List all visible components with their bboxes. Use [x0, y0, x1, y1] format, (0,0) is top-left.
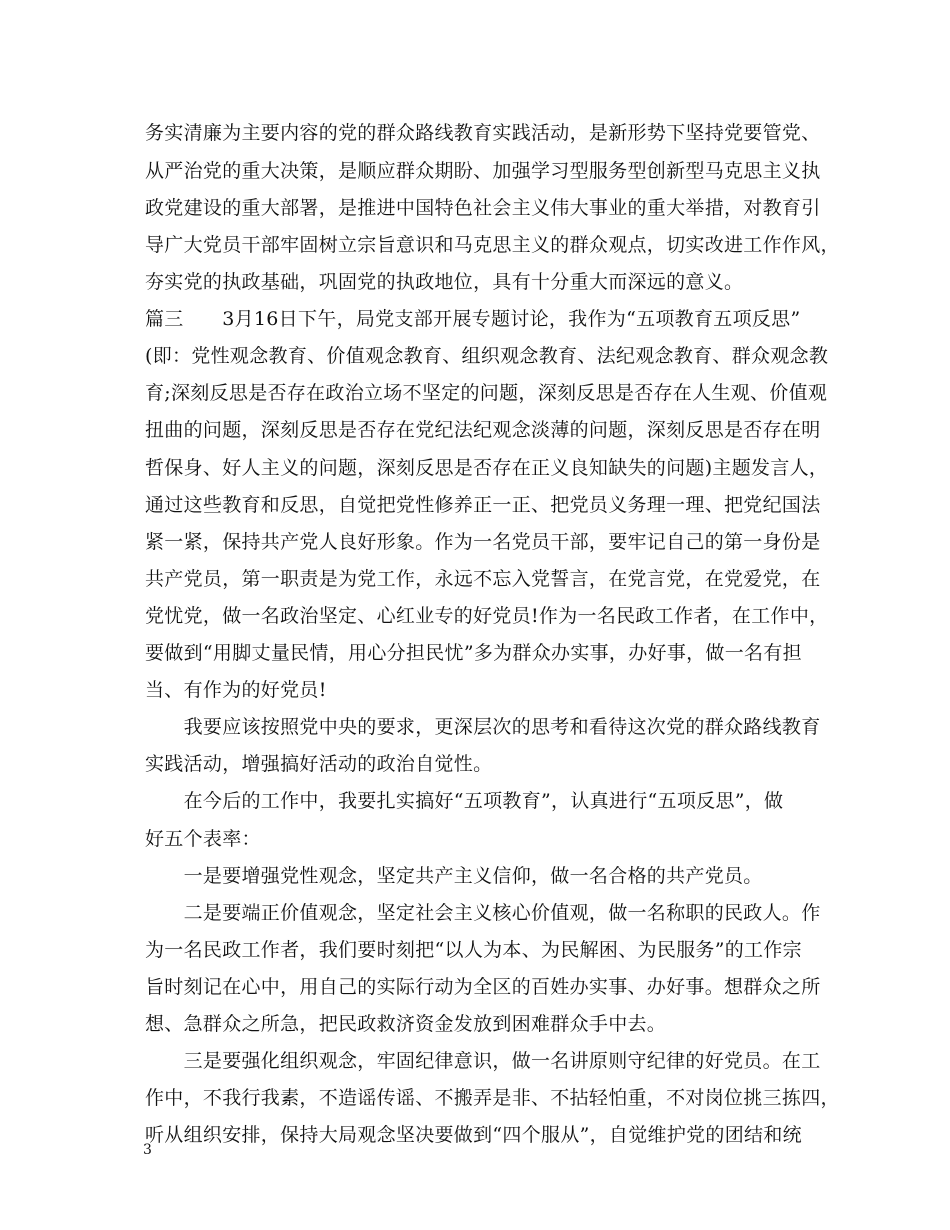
text-line: 哲保身、好人主义的问题，深刻反思是否存在正义良知缺失的问题)主题发言人，	[145, 457, 829, 479]
text-line: 务实清廉为主要内容的党的群众路线教育实践活动，是新形势下坚持党要管党、	[145, 122, 821, 144]
text-line: 三是要强化组织观念，牢固纪律意识，做一名讲原则守纪律的好党员。在工	[145, 1050, 821, 1072]
text-line: 好五个表率：	[145, 828, 261, 850]
text-line: 旨时刻记在心中，用自己的实际行动为全区的百姓办实事、办好事。想群众之所	[145, 976, 821, 998]
text-line: 当、有作为的好党员!	[145, 679, 327, 701]
text-line: 政党建设的重大部署，是推进中国特色社会主义伟大事业的重大举措，对教育引	[145, 197, 821, 219]
text-line: 要做到“用脚丈量民情，用心分担民忧”多为群众办实事，办好事，做一名有担	[145, 642, 802, 664]
text-line: 为一名民政工作者，我们要时刻把“以人为本、为民解困、为民服务”的工作宗	[145, 939, 802, 961]
text-line: 在今后的工作中，我要扎实搞好“五项教育”，认真进行“五项反思”，做	[145, 790, 784, 812]
text-line: 紧一紧，保持共产党人良好形象。作为一名党员干部，要牢记自己的第一身份是	[145, 531, 821, 553]
text-line: 二是要端正价值观念，坚定社会主义核心价值观，做一名称职的民政人。作	[145, 902, 821, 924]
text-line: 育;深刻反思是否存在政治立场不坚定的问题，深刻反思是否存在人生观、价值观	[145, 382, 828, 404]
text-line: 作中，不我行我素，不造谣传谣、不搬弄是非、不拈轻怕重，不对岗位挑三拣四，	[145, 1087, 840, 1109]
text-line: 夯实党的执政基础，巩固党的执政地位，具有十分重大而深远的意义。	[145, 271, 744, 293]
text-line: 听从组织安排，保持大局观念坚决要做到“四个服从”，自觉维护党的团结和统	[145, 1124, 802, 1146]
text-line: 篇三 3月16日下午，局党支部开展专题讨论，我作为“五项教育五项反思”	[145, 308, 801, 330]
text-line: (即：党性观念教育、价值观念教育、组织观念教育、法纪观念教育、群众观念教	[145, 345, 829, 367]
text-line: 我要应该按照党中央的要求，更深层次的思考和看待这次党的群众路线教育	[145, 716, 821, 738]
text-line: 想、急群众之所急，把民政救济资金发放到困难群众手中去。	[145, 1013, 667, 1035]
text-line: 实践活动，增强搞好活动的政治自觉性。	[145, 753, 493, 775]
text-line: 从严治党的重大决策，是顺应群众期盼、加强学习型服务型创新型马克思主义执	[145, 160, 821, 182]
text-line: 党忧党，做一名政治坚定、心红业专的好党员!作为一名民政工作者，在工作中，	[145, 605, 829, 627]
page-number: 3	[143, 1142, 152, 1158]
text-line: 导广大党员干部牢固树立宗旨意识和马克思主义的群众观点，切实改进工作作风，	[145, 234, 840, 256]
text-line: 扭曲的问题，深刻反思是否存在党纪法纪观念淡薄的问题，深刻反思是否存在明	[145, 419, 821, 441]
text-line: 通过这些教育和反思，自觉把党性修养正一正、把党员义务理一理、把党纪国法	[145, 494, 821, 516]
text-line: 共产党员，第一职责是为党工作，永远不忘入党誓言，在党言党，在党爱党，在	[145, 568, 821, 590]
text-line: 一是要增强党性观念，坚定共产主义信仰，做一名合格的共产党员。	[145, 865, 763, 887]
